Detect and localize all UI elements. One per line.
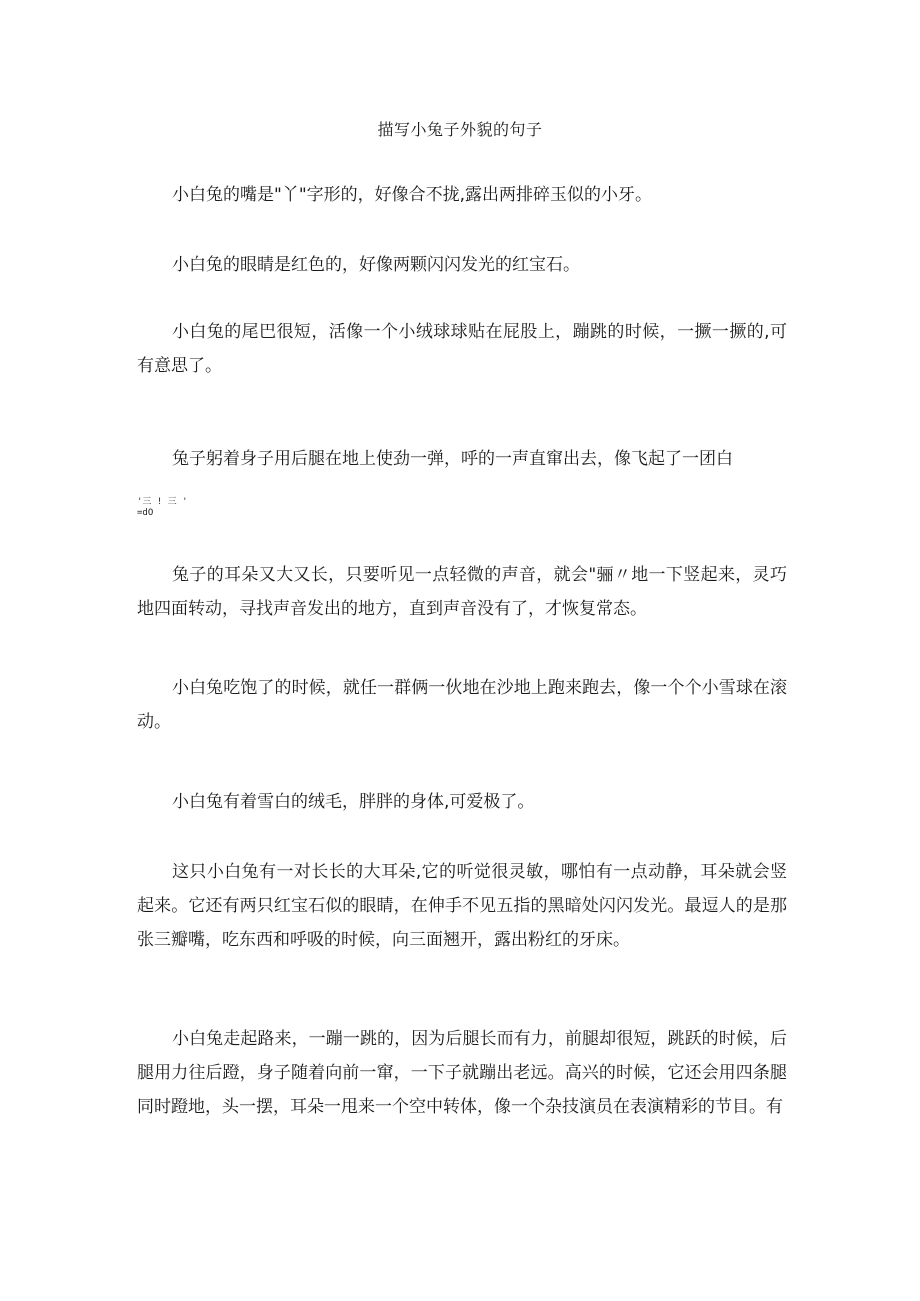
paragraph: 小白兔的尾巴很短，活像一个小绒球球贴在屁股上，蹦跳的时候，一撅一撅的,可有意思了。 xyxy=(137,322,787,376)
page-title: 描写小兔子外貌的句子 xyxy=(377,120,543,139)
garbled-text: =dO xyxy=(137,508,154,518)
paragraph: 兔子躬着身子用后腿在地上使劲一弹，呼的一声直窜出去，像飞起了一团白 xyxy=(172,449,733,469)
paragraph: 小白兔走起路来，一蹦一跳的，因为后腿长而有力，前腿却很短，跳跃的时候，后腿用力往后蹬，身子随着向前一窜，一下子就蹦出老远。高兴的时候，它还会用四条腿同时蹬地，头一摆，耳朵一甩来一个空中转体，像一个杂技演员在表演精彩的节目。有 xyxy=(137,1029,787,1117)
paragraph: 小白兔有着雪白的绒毛，胖胖的身体,可爱极了。 xyxy=(172,792,535,812)
paragraph: 小白兔的嘴是"丫"字形的，好像合不拢,露出两排碎玉似的小牙。 xyxy=(172,185,653,205)
garbled-text: '三 ! 三 ' xyxy=(137,497,188,507)
paragraph: 小白兔的眼睛是红色的，好像两颗闪闪发光的红宝石。 xyxy=(172,255,580,275)
paragraph: 这只小白兔有一对长长的大耳朵,它的听觉很灵敏，哪怕有一点动静，耳朵就会竖起来。它还有两只红宝石似的眼睛，在伸手不见五指的黑暗处闪闪发光。最逗人的是那张三瓣嘴，吃东西和呼吸的时候，向三面翘开，露出粉红的牙床。 xyxy=(137,862,787,950)
paragraph: 小白兔吃饱了的时候，就任一群俩一伙地在沙地上跑来跑去，像一个个小雪球在滚动。 xyxy=(137,678,787,732)
paragraph: 兔子的耳朵又大又长，只要听见一点轻微的声音，就会"骊〃地一下竖起来，灵巧地四面转动，寻找声音发出的地方，直到声音没有了，才恢复常态。 xyxy=(137,565,787,619)
